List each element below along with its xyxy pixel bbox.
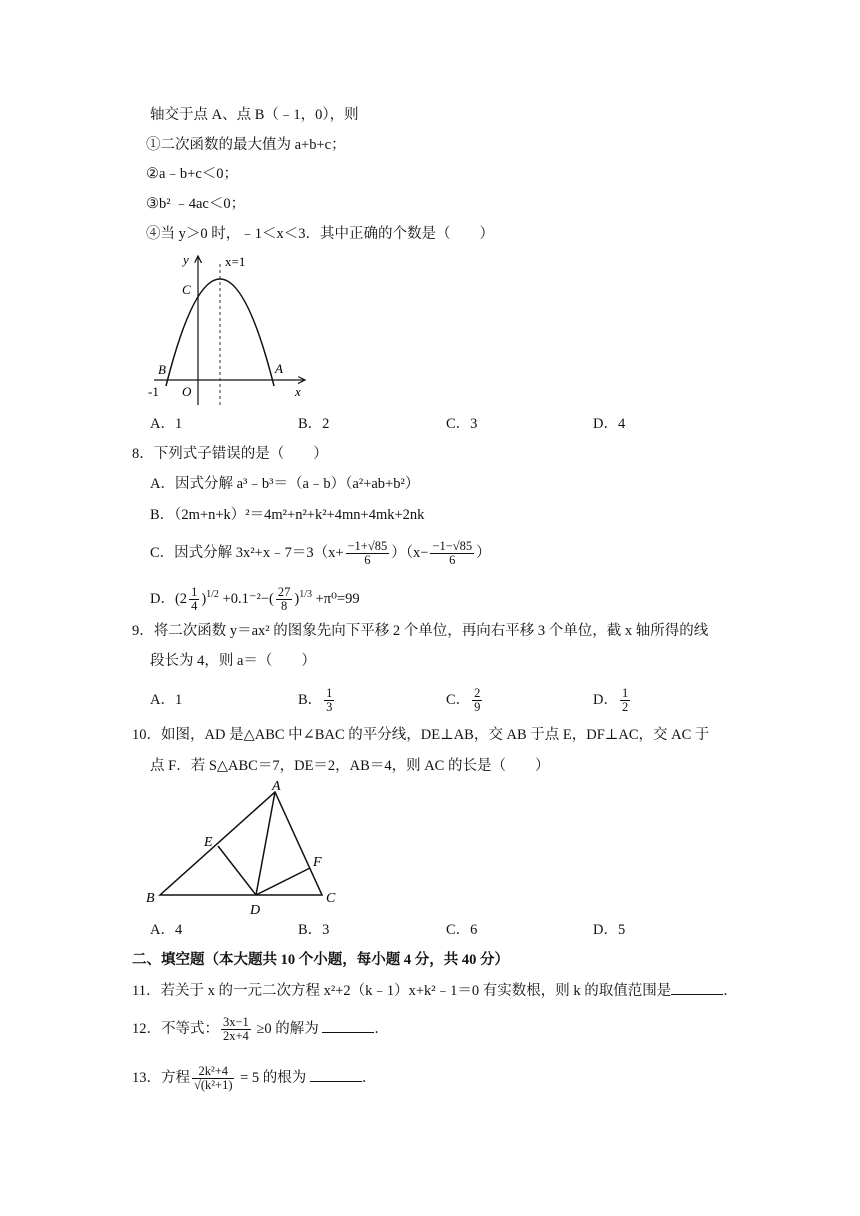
q8-d-frac1-num: 1	[191, 584, 198, 599]
q9-b-pre: B．	[298, 692, 323, 708]
q12-pre: 12．不等式：	[132, 1021, 219, 1037]
q13-end: ．	[361, 1070, 377, 1086]
q8-d-frac2-num: 27	[277, 584, 291, 599]
q9-c-num: 2	[474, 686, 481, 701]
q8-c-frac1	[346, 540, 390, 567]
q9-b-den: 3	[326, 700, 333, 715]
q7-statement-2: ②a﹣b+c＜0；	[146, 166, 239, 182]
q8-d-frac1	[189, 586, 199, 613]
q9-option-b	[298, 680, 336, 720]
q9-b-frac	[324, 687, 334, 714]
q9-d-num: 1	[621, 686, 629, 701]
q9-option-a: A．1	[150, 692, 183, 708]
q9-d-pre: D．	[593, 692, 618, 708]
q13-post: = 5 的根为	[236, 1070, 307, 1086]
q10-option-a: A．4	[150, 922, 183, 938]
q7-option-d: D．4	[593, 416, 626, 432]
q12-frac	[221, 1016, 251, 1043]
q8-d-mid2: +0.1⁻²−(	[218, 590, 274, 607]
q8-d-pre: D．(2	[150, 590, 188, 607]
q13-frac	[192, 1065, 234, 1092]
graph-label-c: C	[182, 282, 191, 297]
q10-line-2: 点 F．若 S△ABC＝7，DE＝2，AB＝4，则 AC 的长是（ ）	[150, 758, 550, 774]
q10-option-d: D．5	[593, 922, 626, 938]
q7-option-b: B．2	[298, 416, 330, 432]
graph-label-neg1: -1	[148, 384, 159, 399]
q8-d-frac2	[276, 586, 293, 613]
q9-c-frac	[472, 687, 482, 714]
graph-label-x: x	[295, 384, 301, 399]
q7-option-a: A．1	[150, 416, 183, 432]
q12-end: ．	[374, 1021, 389, 1037]
q13-den: √(k²+1)	[194, 1078, 233, 1093]
fig-label-d: D	[250, 903, 261, 918]
q12-text	[132, 1008, 389, 1050]
fig-label-f: F	[313, 855, 322, 870]
graph-label-b: B	[158, 362, 166, 377]
fig-label-e: E	[204, 835, 213, 850]
graph-label-a: A	[275, 361, 283, 376]
segment-df	[256, 868, 310, 895]
q7-statement-1: ①二次函数的最大值为 a+b+c；	[146, 137, 346, 153]
q8-option-a: A．因式分解 a³﹣b³＝（a﹣b）（a²+ab+b²）	[150, 476, 420, 492]
q9-option-c	[446, 680, 484, 720]
graph-label-y: y	[183, 252, 189, 267]
q8-stem: 8．下列式子错误的是（ ）	[132, 446, 328, 462]
q9-line-2: 段长为 4，则 a＝（ ）	[150, 653, 316, 669]
q12-post: ≥0 的解为	[252, 1021, 319, 1037]
q8-c-frac2-num: −1−√85	[432, 539, 473, 554]
triangle-abc	[160, 792, 322, 895]
q8-d-exp1: 1/2	[206, 589, 219, 600]
q8-d-exp2: 1/3	[299, 589, 312, 600]
q8-option-d: D．(2 $\frac{1}{4}$ )$^{1/2}$ +0.1⁻²−( $\frac{27}{8}$ )$^{1/3}$ +π⁰=99	[150, 584, 360, 613]
section-2-title: 二、填空题（本大题共 10 个小题，每小题 4 分，共 40 分）	[132, 952, 509, 968]
fig-label-b: B	[146, 891, 155, 906]
q9-d-den: 2	[621, 700, 629, 715]
q12-num: 3x−1	[223, 1015, 249, 1030]
graph-label-o: O	[182, 384, 192, 399]
fig-label-c: C	[326, 891, 336, 906]
q9-line-1: 9．将二次函数 y＝ax² 的图象先向下平移 2 个单位，再向右平移 3 个单位，截 x 轴所得的线	[132, 623, 709, 639]
q11-text	[132, 980, 738, 1001]
q11-answer-blank[interactable]	[671, 980, 723, 995]
q8-d-frac2-den: 8	[281, 599, 288, 613]
q7-option-c: C．3	[446, 416, 478, 432]
q8-option-c	[150, 536, 491, 570]
q8-d-frac1-den: 4	[191, 599, 198, 613]
q8-c-frac1-num: −1+√85	[347, 539, 388, 554]
q10-line-1: 10．如图，AD 是△ABC 中∠BAC 的平分线，DE⊥AB，交 AB 于点 E，DF⊥AC，交 AC 于	[132, 727, 710, 743]
segment-de	[218, 846, 256, 895]
q8-c-post: ）	[476, 545, 491, 561]
q7-intro: 轴交于点 A、点 B（﹣1，0），则	[150, 107, 359, 123]
q7-parabola-graph	[140, 250, 320, 410]
q12-den: 2x+4	[223, 1029, 249, 1044]
q13-text	[132, 1055, 376, 1101]
q10-option-c: C．6	[446, 922, 478, 938]
q8-c-mid: ）（x−	[391, 545, 429, 561]
q8-d-post: +π⁰=99	[312, 590, 360, 607]
q10-option-b: B．3	[298, 922, 330, 938]
fig-label-a: A	[272, 780, 281, 794]
q9-d-frac	[620, 687, 630, 714]
q9-c-den: 9	[474, 700, 481, 715]
q8-d-mid: )	[201, 590, 207, 607]
q13-num: 2k²+4	[192, 1065, 234, 1079]
q13-pre: 13．方程	[132, 1070, 190, 1086]
q7-statement-4: ④当 y＞0 时，﹣1＜x＜3．其中正确的个数是（ ）	[146, 226, 494, 242]
q11-end: ．	[723, 983, 738, 999]
q9-option-d	[593, 680, 632, 720]
q10-triangle-figure	[140, 780, 350, 918]
q7-statement-3: ③b² ﹣4ac＜0；	[146, 196, 246, 212]
q9-b-num: 1	[326, 686, 333, 701]
q8-option-b: B．（2m+n+k）²＝4m²+n²+k²+4mn+4mk+2nk	[150, 507, 425, 523]
q12-answer-blank[interactable]	[322, 1018, 374, 1033]
q13-answer-blank[interactable]	[310, 1067, 362, 1082]
q8-c-frac2	[430, 540, 474, 567]
q8-c-frac1-den: 6	[364, 553, 371, 568]
q8-c-frac2-den: 6	[449, 553, 456, 568]
q8-c-pre: C．因式分解 3x²+x﹣7＝3（x+	[150, 545, 344, 561]
q9-c-pre: C．	[446, 692, 471, 708]
graph-label-axis: x=1	[225, 254, 246, 269]
q11-stem: 11．若关于 x 的一元二次方程 x²+2（k﹣1）x+k²﹣1＝0 有实数根，则 k 的取值范围是	[132, 983, 672, 999]
